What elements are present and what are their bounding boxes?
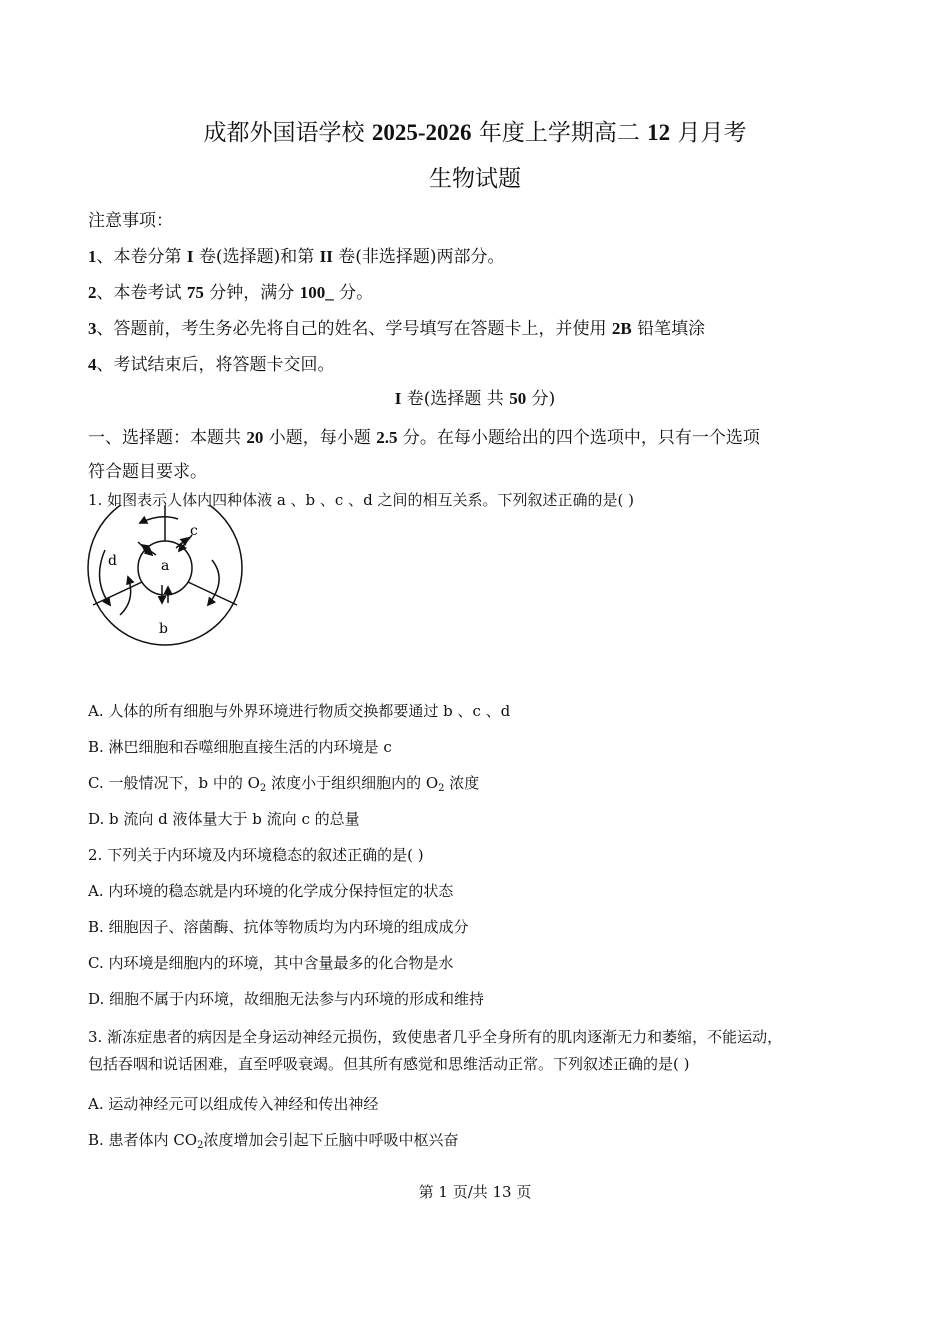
title-school: 成都外国语学校 (203, 120, 372, 146)
arrow-d-up (120, 577, 131, 615)
label-d: d (108, 553, 117, 569)
q2-option-b: B. 细胞因子、溶菌酶、抗体等物质均为内环境的组成成分 (88, 918, 469, 936)
notice-item-3: 3、答题前，考生务必先将自己的姓名、学号填写在答题卡上，并使用 2B 铅笔填涂 (88, 319, 706, 339)
section-intro-line2: 符合题目要求。 (88, 462, 207, 482)
section-intro-line1: 一、选择题：本题共 20 小题，每小题 2.5 分。在每小题给出的四个选项中，只有一个选项 (88, 428, 760, 448)
notice-item-2: 2、本卷考试 75 分钟，满分 100_ 分。 (88, 283, 374, 303)
q2-option-a: A. 内环境的稳态就是内环境的化学成分保持恒定的状态 (88, 882, 454, 900)
title-exam: 月月考 (670, 120, 747, 146)
q3-stem-line1: 3. 渐冻症患者的病因是全身运动神经元损伤，致使患者几乎全身所有的肌肉逐渐无力和萎缩，不能运动， (88, 1028, 783, 1046)
q2-option-d: D. 细胞不属于内环境，故细胞无法参与内环境的形成和维持 (88, 990, 485, 1008)
title-month: 12 (647, 120, 671, 145)
body-fluid-diagram (80, 505, 250, 650)
title-years: 2025-2026 (371, 120, 472, 145)
q3-option-b: B. 患者体内 $CO_2$浓度增加会引起下丘脑中呼吸中枢兴奋 (88, 1131, 459, 1151)
title-term: 年度上学期高二 (471, 120, 648, 146)
arrow-b-right (208, 560, 219, 605)
q3-stem-line2: 包括吞咽和说话困难，直至呼吸衰竭。但其所有感觉和思维活动正常。下列叙述正确的是( ) (88, 1055, 690, 1073)
notice-heading: 注意事项： (88, 211, 173, 231)
q1-option-c: C. 一般情况下，b 中的 $O_2$ 浓度小于组织细胞内的 $O_2$ 浓度 (88, 774, 480, 794)
q2-stem: 2. 下列关于内环境及内环境稳态的叙述正确的是( ) (88, 846, 424, 864)
arrow-top (140, 517, 178, 523)
q3-option-a: A. 运动神经元可以组成传入神经和传出神经 (88, 1095, 379, 1113)
label-c: c (190, 523, 198, 539)
q1-stem: 1. 如图表示人体内四种体液 a 、b 、c 、d 之间的相互关系。下列叙述正确的是( ) (88, 491, 634, 509)
label-b: b (159, 621, 168, 637)
section-heading: I 卷(选择题 共 50 分) (394, 389, 556, 409)
q1-option-a: A. 人体的所有细胞与外界环境进行物质交换都要通过 b 、c 、d (88, 702, 511, 720)
arrow-d-to-a (138, 542, 152, 555)
page-number: 1 (438, 1183, 448, 1201)
q2-option-c: C. 内环境是细胞内的环境，其中含量最多的化合物是水 (88, 954, 454, 972)
q1-option-b: B. 淋巴细胞和吞噬细胞直接生活的内环境是 c (88, 738, 392, 756)
q1-option-d: D. b 流向 d 液体量大于 b 流向 c 的总量 (88, 810, 360, 828)
exam-title (0, 114, 950, 147)
notice-item-1: 1、本卷分第 I 卷(选择题)和第 II 卷(非选择题)两部分。 (88, 247, 505, 267)
notice-item-4: 4、考试结束后，将答题卡交回。 (88, 355, 335, 375)
page-footer: 第 1 页/共 13 页 (418, 1183, 532, 1201)
page-total: 13 (492, 1183, 512, 1201)
exam-subject: 生物试题 (429, 166, 521, 192)
label-a: a (161, 558, 170, 574)
